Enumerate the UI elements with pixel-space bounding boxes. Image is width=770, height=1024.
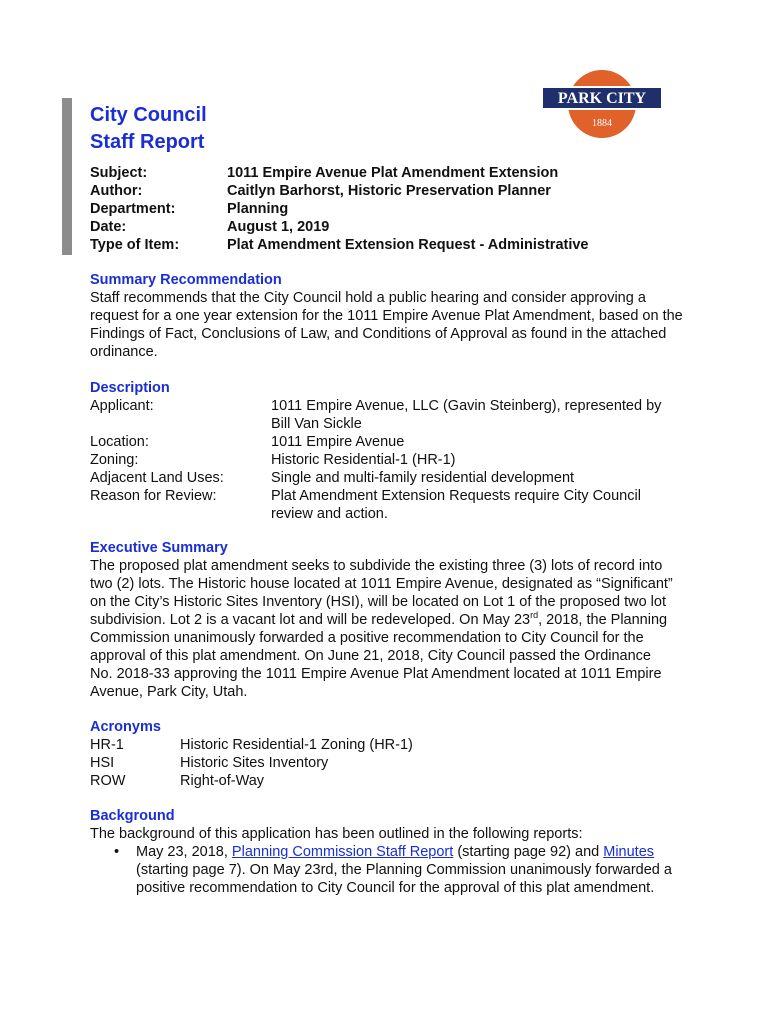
description-row-adjacent-uses [90, 469, 690, 487]
acronym-meaning: Historic Sites Inventory [180, 755, 329, 771]
acronym-abbr: HSI [90, 755, 115, 771]
acronym-row [90, 754, 690, 772]
background-heading: Background [90, 808, 175, 824]
meta-value: August 1, 2019 [227, 219, 330, 235]
executive-heading: Executive Summary [90, 540, 228, 556]
background-section [90, 807, 690, 897]
summary-section [90, 271, 685, 361]
meta-label: Date: [90, 219, 127, 235]
description-label: Zoning: [90, 452, 139, 468]
acronyms-section [90, 718, 690, 790]
logo-year: 1884 [592, 118, 612, 129]
acronym-abbr: HR-1 [90, 737, 124, 753]
meta-label: Author: [90, 183, 143, 199]
description-row-reason [90, 487, 690, 523]
description-row-applicant [90, 397, 690, 433]
bullet-middle: (starting page 92) and [453, 844, 604, 860]
acronym-row [90, 736, 690, 754]
acronym-abbr: ROW [90, 773, 126, 789]
background-bullet [90, 843, 696, 897]
report-title [90, 102, 207, 156]
executive-text [90, 557, 675, 701]
description-heading: Description [90, 380, 170, 396]
meta-value: Planning [227, 201, 289, 217]
description-label: Reason for Review: [90, 488, 217, 504]
bullet-prefix: May 23, 2018, [136, 844, 232, 860]
description-row-zoning [90, 451, 690, 469]
acronym-meaning: Historic Residential-1 Zoning (HR-1) [180, 737, 413, 753]
title-line-1: City Council [90, 104, 207, 126]
meta-label: Department: [90, 201, 176, 217]
summary-text: Staff recommends that the City Council hold a public hearing and consider approving a request for a one year extension for the 1011 Empire Avenue Plat Amendment, based on the Findings of Fact, Conclusions of Law, and Conditions of Approval as found in the attached ordinance. [90, 290, 683, 360]
description-value: Plat Amendment Extension Requests require City Council review and action. [271, 488, 641, 522]
description-value: 1011 Empire Avenue, LLC (Gavin Steinberg), represented by Bill Van Sickle [271, 398, 662, 432]
bullet-dot: • [114, 844, 120, 860]
description-label: Location: [90, 434, 149, 450]
bullet-suffix: (starting page 7). On May 23rd, the Planning Commission unanimously forwarded a positive recommendation to City Council for the approval of this plat amendment. [136, 862, 672, 896]
meta-value: Plat Amendment Extension Request - Administrative [227, 237, 589, 253]
logo-wordmark: PARK CITY [557, 90, 647, 107]
ordinal-suffix: rd [530, 610, 539, 621]
park-city-logo [538, 68, 666, 140]
acronyms-heading: Acronyms [90, 719, 161, 735]
acronym-meaning: Right-of-Way [180, 773, 265, 789]
description-label: Applicant: [90, 398, 154, 414]
meta-label: Subject: [90, 165, 148, 181]
title-side-bar [62, 98, 72, 255]
description-value: Historic Residential-1 (HR-1) [271, 452, 456, 468]
meta-label: Type of Item: [90, 237, 180, 253]
description-value: Single and multi-family residential development [271, 470, 575, 486]
executive-text-part1: The proposed plat amendment seeks to subdivide the existing three (3) lots of record into two (2) lots. The Historic house located at 1011 Empire Avenue, designated as “Significant” on the City’s Historic Sites Inventory (HSI), will be located on Lot 1 of the proposed two lot subdivision. Lot 2 is a vacant lot and will be redeveloped. On May 23 [90, 558, 673, 628]
description-value: 1011 Empire Avenue [271, 434, 405, 450]
meta-value: Caitlyn Barhorst, Historic Preservation Planner [227, 183, 551, 199]
title-line-2: Staff Report [90, 131, 205, 153]
planning-commission-staff-report-link[interactable]: Planning Commission Staff Report [231, 844, 454, 860]
acronym-row [90, 772, 690, 790]
executive-text-part2: , 2018, the Planning Commission unanimously forwarded a positive recommendation to City Council for the approval of this plat amendment. On June 21, 2018, City Council passed the Ordinance No. 2018-33 approving the 1011 Empire Avenue Plat Amendment located at 1011 Empire Avenue, Park City, Utah. [90, 612, 668, 700]
minutes-link[interactable]: Minutes [603, 844, 655, 860]
summary-heading: Summary Recommendation [90, 272, 282, 288]
description-section [90, 379, 690, 523]
description-label: Adjacent Land Uses: [90, 470, 224, 486]
meta-value: 1011 Empire Avenue Plat Amendment Extension [227, 165, 559, 181]
description-row-location [90, 433, 690, 451]
background-intro: The background of this application has been outlined in the following reports: [90, 826, 583, 842]
executive-summary-section [90, 539, 675, 701]
